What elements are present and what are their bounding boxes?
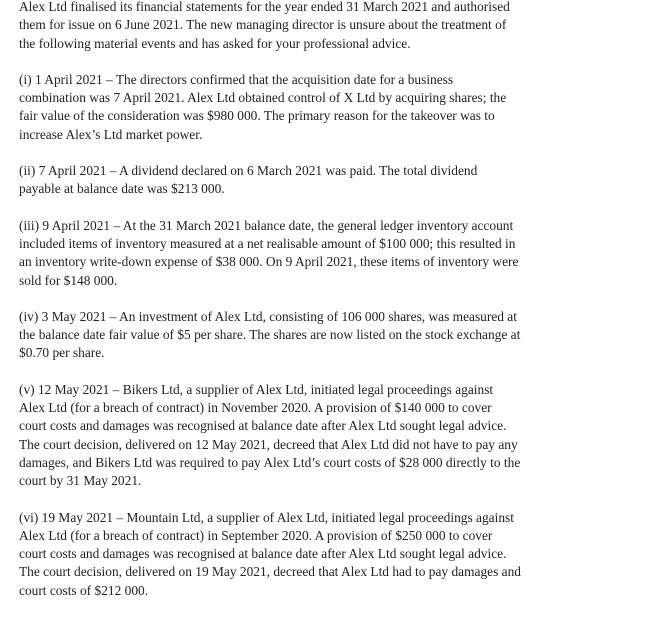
text-line: Alex Ltd (for a breach of contract) in November 2020. A provision of $140 000 to cover [19, 400, 492, 416]
text-line: The court decision, delivered on 12 May 2021, decreed that Alex Ltd did not have to pay any [19, 436, 518, 452]
text-line: them for issue on 6 June 2021. The new managing director is unsure about the treatment of [19, 17, 507, 33]
text-line: Alex Ltd (for a breach of contract) in September 2020. A provision of $250 000 to cover [19, 527, 493, 543]
text-line: (ii) 7 April 2021 – A dividend declared on 6 March 2021 was paid. The total dividend [19, 163, 478, 179]
text-line: court costs and damages was recognised at balance date after Alex Ltd sought legal advice. [19, 418, 507, 434]
text-line: Alex Ltd finalised its financial statements for the year ended 31 March 2021 and authorised [19, 0, 510, 14]
text-line: sold for $148 000. [19, 272, 118, 288]
event-i-paragraph [19, 71, 629, 144]
event-v-paragraph [19, 381, 629, 491]
text-line: $0.70 per share. [19, 345, 105, 361]
text-line: (i) 1 April 2021 – The directors confirmed that the acquisition date for a business [19, 71, 454, 87]
text-line: the balance date fair value of $5 per share. The shares are now listed on the stock exchange at [19, 327, 521, 343]
intro-paragraph [19, 0, 629, 53]
text-line: fair value of the consideration was $980 000. The primary reason for the takeover was to [19, 108, 495, 124]
text-line: court by 31 May 2021. [19, 473, 142, 489]
text-line: damages, and Bikers Ltd was required to pay Alex Ltd’s court costs of $28 000 directly to the [19, 454, 521, 470]
text-line: increase Alex’s Ltd market power. [19, 126, 203, 142]
text-line: included items of inventory measured at a net realisable amount of $100 000; this resulted in [19, 235, 516, 251]
text-line: (vi) 19 May 2021 – Mountain Ltd, a supplier of Alex Ltd, initiated legal proceedings against [19, 509, 514, 525]
text-line: the following material events and has asked for your professional advice. [19, 35, 411, 51]
event-vi-paragraph [19, 509, 629, 600]
text-line: combination was 7 April 2021. Alex Ltd obtained control of X Ltd by acquiring shares; the [19, 90, 507, 106]
event-iv-paragraph [19, 308, 629, 363]
text-line: payable at balance date was $213 000. [19, 181, 225, 197]
event-iii-paragraph [19, 217, 629, 290]
text-line: (iii) 9 April 2021 – At the 31 March 2021 balance date, the general ledger inventory account [19, 217, 514, 233]
event-ii-paragraph [19, 162, 629, 199]
text-line: The court decision, delivered on 19 May 2021, decreed that Alex Ltd had to pay damages and [19, 564, 521, 580]
text-line: court costs of $212 000. [19, 582, 149, 598]
text-line: an inventory write-down expense of $38 000. On 9 April 2021, these items of inventory were [19, 254, 519, 270]
text-line: (v) 12 May 2021 – Bikers Ltd, a supplier of Alex Ltd, initiated legal proceedings against [19, 381, 494, 397]
text-line: (iv) 3 May 2021 – An investment of Alex Ltd, consisting of 106 000 shares, was measured at [19, 308, 517, 324]
text-line: court costs and damages was recognised at balance date after Alex Ltd sought legal advice. [19, 546, 507, 562]
document-body [19, 0, 629, 618]
